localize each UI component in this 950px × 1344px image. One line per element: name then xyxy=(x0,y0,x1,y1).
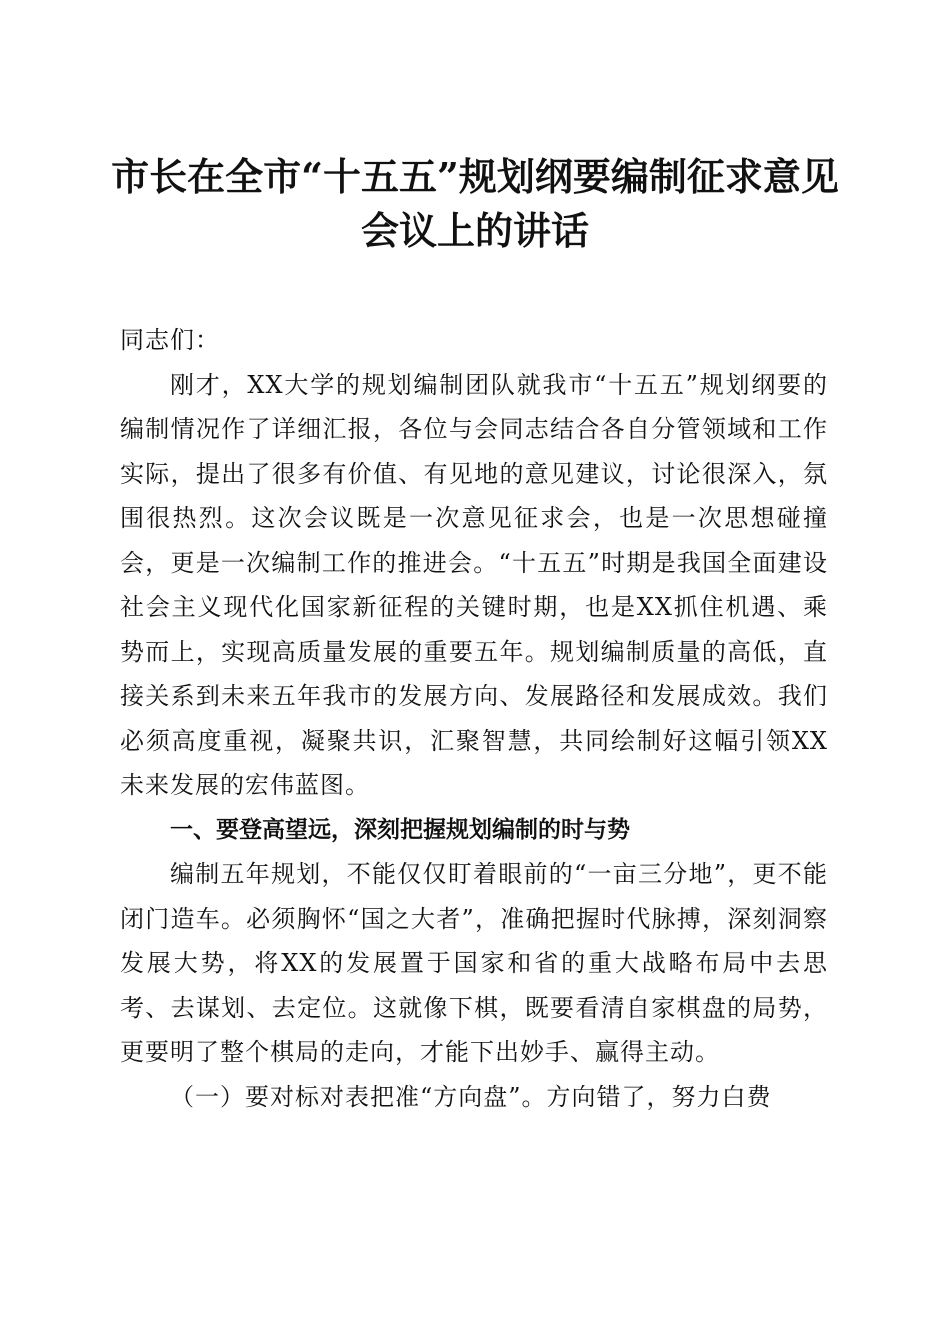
intro-paragraph: 刚才，XX大学的规划编制团队就我市“十五五”规划纲要的编制情况作了详细汇报，各位与会同志结合各自分管领域和工作实际，提出了很多有价值、有见地的意见建议，讨论很深入，氛围很热烈。这次会议既是一次意见征求会，也是一次思想碰撞会，更是一次编制工作的推进会。“十五五”时期是我国全面建设社会主义现代化国家新征程的关键时期，也是XX抓住机遇、乘势而上，实现高质量发展的重要五年。规划编制质量的高低，直接关系到未来五年我市的发展方向、发展路径和发展成效。我们必须高度重视，凝聚共识，汇聚智慧，共同绘制好这幅引领XX未来发展的宏伟蓝图。 xyxy=(120,370,828,799)
salutation: 同志们： xyxy=(120,326,220,354)
section-paragraph: 编制五年规划，不能仅仅盯着眼前的“一亩三分地”，更不能闭门造车。必须胸怀“国之大者”，准确把握时代脉搏，深刻洞察发展大势，将XX的发展置于国家和省的重大战略布局中去思考、去谋划、去定位。这就像下棋，既要看清自家棋盘的局势，更要明了整个棋局的走向，才能下出妙手、赢得主动。 xyxy=(120,860,828,1066)
document-body xyxy=(120,318,828,1119)
section-heading: 一、要登高望远，深刻把握规划编制的时与势 xyxy=(170,816,630,843)
subsection-paragraph: （一）要对标对表把准“方向盘”。方向错了，努力白费 xyxy=(170,1082,772,1111)
document-title: 市长在全市“十五五”规划纲要编制征求意见会议上的讲话 xyxy=(111,154,839,253)
